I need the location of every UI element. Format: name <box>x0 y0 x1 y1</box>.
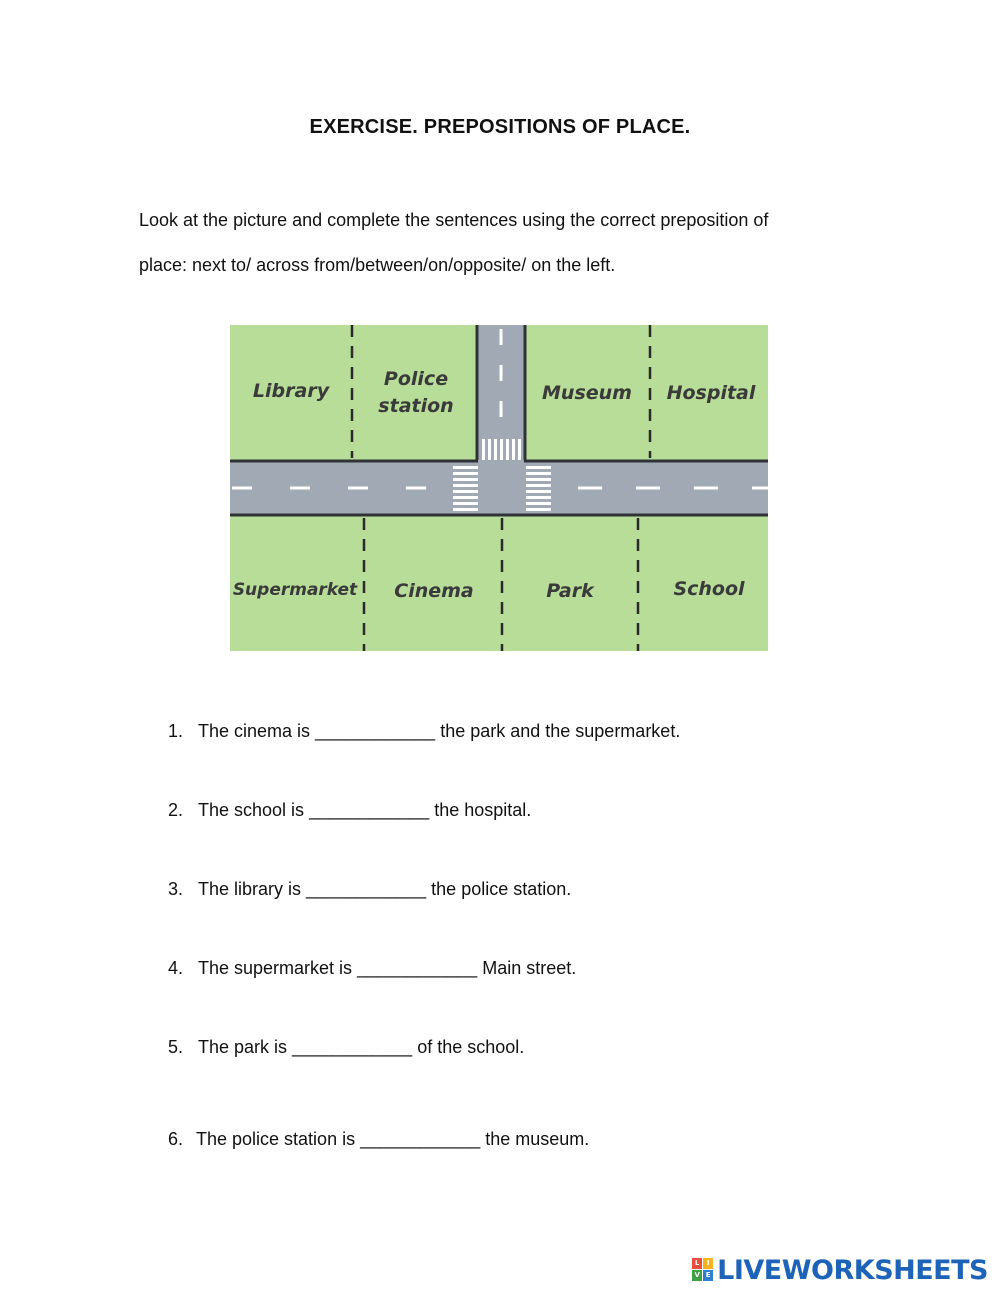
question-6 <box>168 1129 589 1150</box>
question-text-after: the park and the supermarket. <box>435 721 681 741</box>
question-text-after: Main street. <box>477 958 577 978</box>
main-street <box>230 460 768 515</box>
badge-letter-e: E <box>703 1270 713 1281</box>
label-hospital: Hospital <box>666 382 756 404</box>
logo-text: LIVEWORKSHEETS <box>717 1254 988 1286</box>
label-library: Library <box>252 380 330 402</box>
label-police: Police <box>383 368 449 390</box>
label-supermarket: Supermarket <box>232 580 358 600</box>
answer-blank[interactable]: ____________ <box>309 800 430 820</box>
question-4 <box>168 958 576 979</box>
question-text-after: of the school. <box>412 1037 525 1057</box>
question-number: 4. <box>168 958 184 978</box>
question-text-before: The library is <box>198 879 307 899</box>
question-number: 3. <box>168 879 184 899</box>
instructions-line-1: Look at the picture and complete the sentences using the correct preposition of <box>139 210 769 230</box>
badge-letter-l: L <box>692 1258 702 1269</box>
question-number: 1. <box>168 721 184 741</box>
street-map <box>230 325 768 651</box>
question-2 <box>168 800 531 821</box>
label-school: School <box>673 578 745 600</box>
question-text-before: The supermarket is <box>198 958 358 978</box>
question-text-after: the museum. <box>480 1129 590 1149</box>
question-number: 6. <box>168 1129 184 1149</box>
question-text-before: The police station is <box>196 1129 361 1149</box>
question-text-after: the police station. <box>426 879 572 899</box>
instructions-line-2: place: next to/ across from/between/on/opposite/ on the left. <box>139 255 616 275</box>
question-3 <box>168 879 571 900</box>
question-text-before: The park is <box>198 1037 293 1057</box>
page-title: EXERCISE. PREPOSITIONS OF PLACE. <box>309 116 691 138</box>
answer-blank[interactable]: ____________ <box>360 1129 481 1149</box>
question-text-after: the hospital. <box>429 800 532 820</box>
badge-letter-i: I <box>703 1258 713 1269</box>
street-map-svg <box>230 325 768 651</box>
question-1 <box>168 721 680 742</box>
answer-blank[interactable]: ____________ <box>292 1037 413 1057</box>
label-cinema: Cinema <box>394 580 474 602</box>
question-5 <box>168 1037 524 1058</box>
question-number: 2. <box>168 800 184 820</box>
label-park: Park <box>546 580 594 602</box>
question-number: 5. <box>168 1037 184 1057</box>
answer-blank[interactable]: ____________ <box>315 721 436 741</box>
badge-letter-v: V <box>692 1270 702 1281</box>
liveworksheets-logo[interactable] <box>692 1254 988 1286</box>
label-museum: Museum <box>542 382 632 404</box>
question-text-before: The school is <box>198 800 310 820</box>
label-station: station <box>378 395 454 417</box>
question-text-before: The cinema is <box>198 721 316 741</box>
answer-blank[interactable]: ____________ <box>357 958 478 978</box>
logo-badge-icon <box>692 1258 714 1282</box>
answer-blank[interactable]: ____________ <box>306 879 427 899</box>
instructions <box>139 198 859 288</box>
